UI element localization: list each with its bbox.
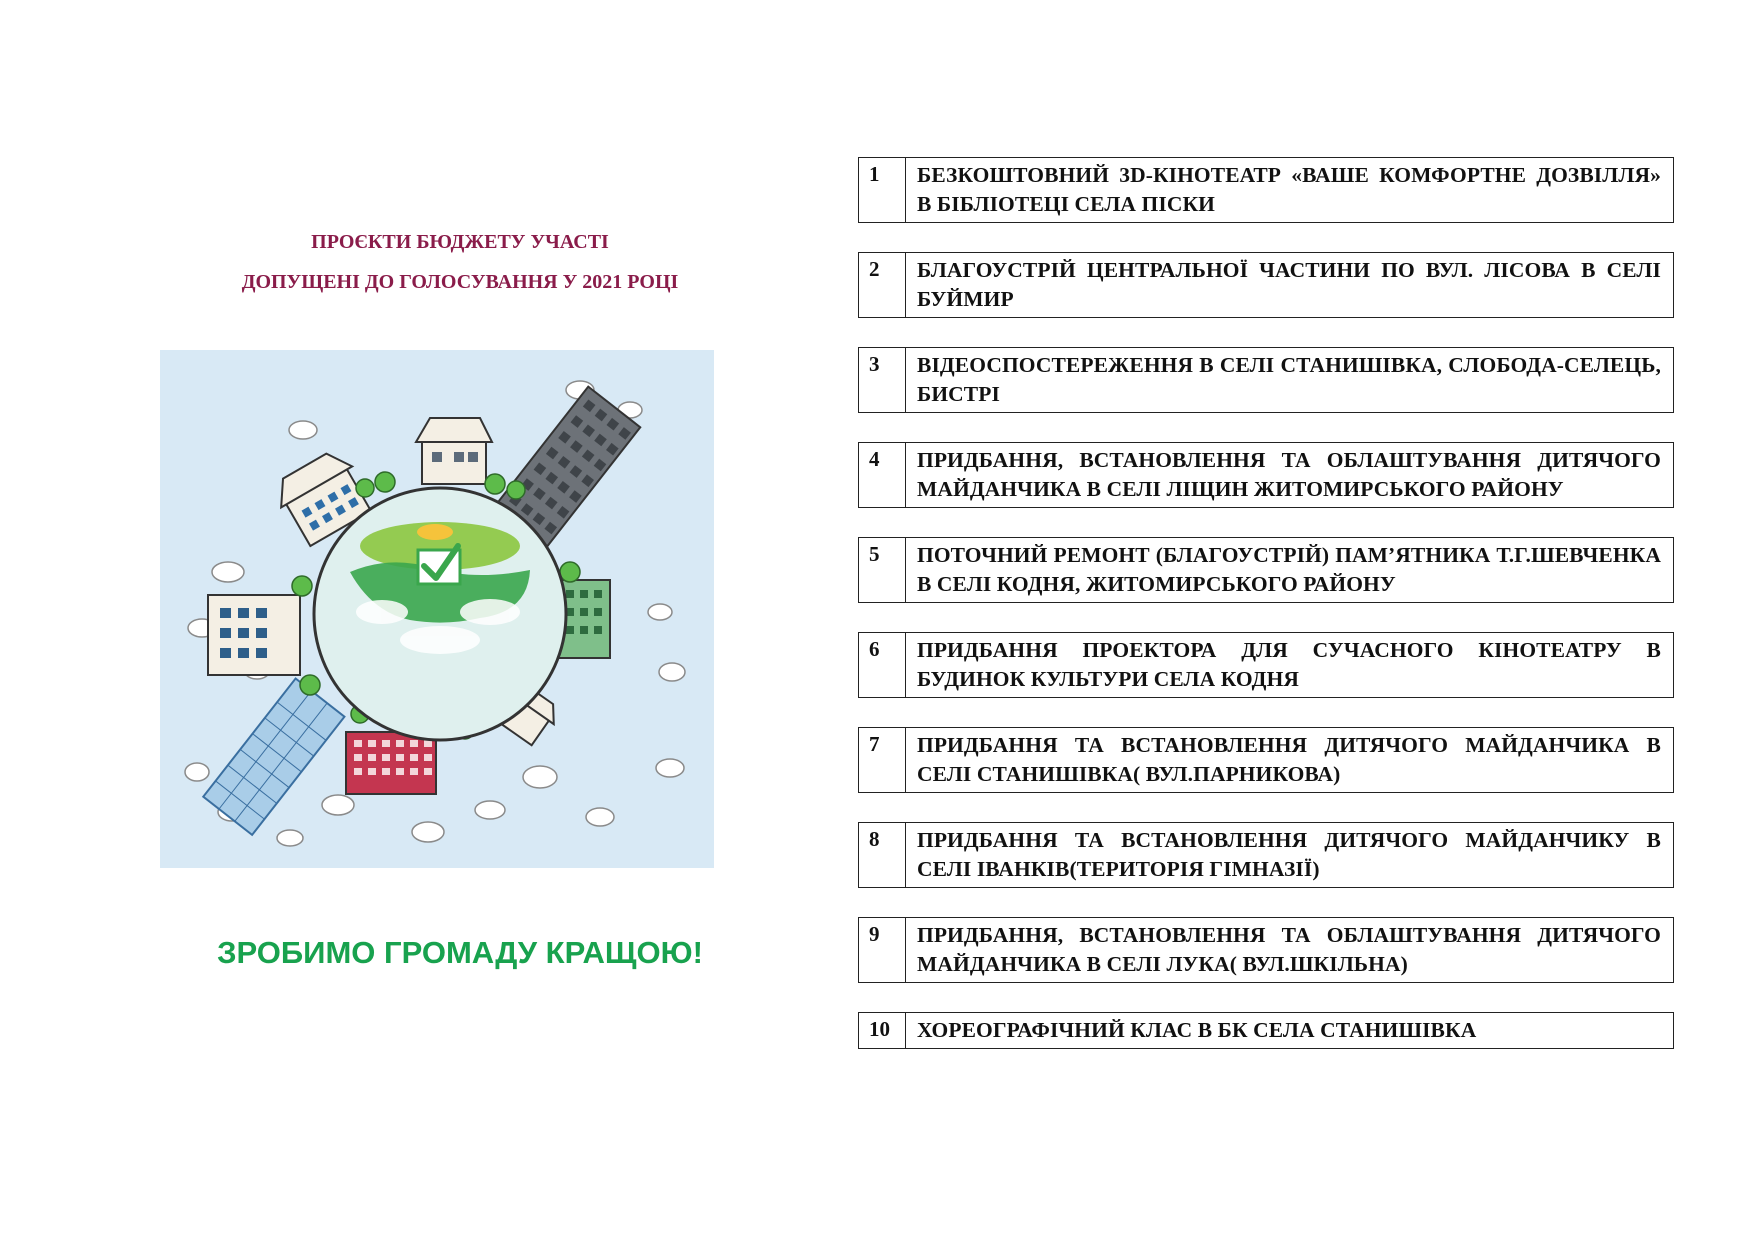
project-title: ПРИДБАННЯ, ВСТАНОВЛЕННЯ ТА ОБЛАШТУВАННЯ ДИТЯЧОГО МАЙДАНЧИКА В СЕЛІ ЛІЩИН ЖИТОМИРСЬКОГО РАЙОНУ [917, 448, 1661, 501]
project-row [858, 917, 1674, 983]
project-number: 5 [859, 538, 906, 602]
project-row [858, 1012, 1674, 1049]
projects-table [858, 157, 1674, 1078]
globe-city-vote-illustration-icon [160, 350, 714, 868]
project-row [858, 347, 1674, 413]
project-row [858, 822, 1674, 888]
project-number: 1 [859, 158, 906, 222]
title-line-2: ДОПУЩЕНІ ДО ГОЛОСУВАННЯ У 2021 РОЦІ [241, 271, 679, 293]
project-number: 10 [859, 1013, 906, 1048]
project-title: ХОРЕОГРАФІЧНИЙ КЛАС В БК СЕЛА СТАНИШІВКА [917, 1018, 1477, 1042]
project-number: 9 [859, 918, 906, 982]
project-number: 3 [859, 348, 906, 412]
project-number: 7 [859, 728, 906, 792]
project-row [858, 442, 1674, 508]
project-number: 2 [859, 253, 906, 317]
project-number: 6 [859, 633, 906, 697]
project-row [858, 252, 1674, 318]
project-title: ПРИДБАННЯ ТА ВСТАНОВЛЕННЯ ДИТЯЧОГО МАЙДАНЧИКУ В СЕЛІ ІВАНКІВ(ТЕРИТОРІЯ ГІМНАЗІЇ) [917, 828, 1661, 881]
page-title [150, 222, 770, 302]
project-row [858, 157, 1674, 223]
title-line-1: ПРОЄКТИ БЮДЖЕТУ УЧАСТІ [311, 231, 609, 253]
project-title: ВІДЕОСПОСТЕРЕЖЕННЯ В СЕЛІ СТАНИШІВКА, СЛОБОДА-СЕЛЕЦЬ, БИСТРІ [917, 353, 1661, 406]
project-number: 4 [859, 443, 906, 507]
project-title: БЕЗКОШТОВНИЙ 3D-КІНОТЕАТР «ВАШЕ КОМФОРТНЕ ДОЗВІЛЛЯ» В БІБЛІОТЕЦІ СЕЛА ПІСКИ [917, 163, 1661, 216]
project-title: ПРИДБАННЯ ПРОЕКТОРА ДЛЯ СУЧАСНОГО КІНОТЕАТРУ В БУДИНОК КУЛЬТУРИ СЕЛА КОДНЯ [917, 638, 1661, 691]
project-row [858, 727, 1674, 793]
project-row [858, 632, 1674, 698]
project-title: ПОТОЧНИЙ РЕМОНТ (БЛАГОУСТРІЙ) ПАМ’ЯТНИКА Т.Г.ШЕВЧЕНКА В СЕЛІ КОДНЯ, ЖИТОМИРСЬКОГО РАЙОНУ [917, 543, 1661, 596]
project-number: 8 [859, 823, 906, 887]
slogan: ЗРОБИМО ГРОМАДУ КРАЩОЮ! [217, 935, 703, 970]
project-title: ПРИДБАННЯ ТА ВСТАНОВЛЕННЯ ДИТЯЧОГО МАЙДАНЧИКА В СЕЛІ СТАНИШІВКА( ВУЛ.ПАРНИКОВА) [917, 733, 1661, 786]
project-title: БЛАГОУСТРІЙ ЦЕНТРАЛЬНОЇ ЧАСТИНИ ПО ВУЛ. ЛІСОВА В СЕЛІ БУЙМИР [917, 258, 1661, 311]
project-title: ПРИДБАННЯ, ВСТАНОВЛЕННЯ ТА ОБЛАШТУВАННЯ ДИТЯЧОГО МАЙДАНЧИКА В СЕЛІ ЛУКА( ВУЛ.ШКІЛЬНА) [917, 923, 1661, 976]
project-row [858, 537, 1674, 603]
